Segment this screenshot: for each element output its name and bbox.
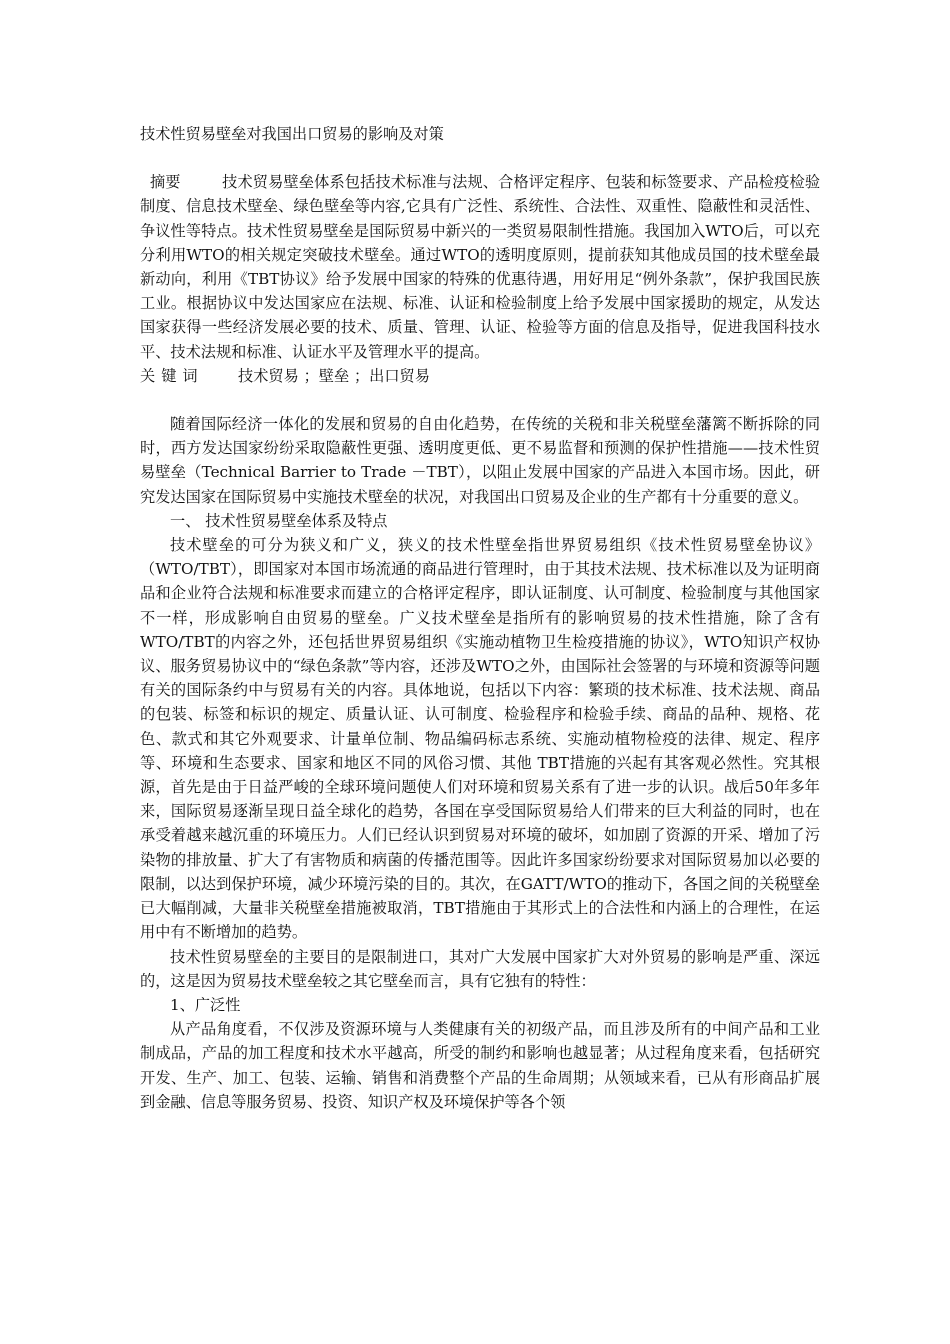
abstract-text: 技术贸易壁垒体系包括技术标准与法规、合格评定程序、包装和标签要求、产品检疫检验制度、信息技术壁垒、绿色壁垒等内容,它具有广泛性、系统性、合法性、双重性、隐蔽性和灵活性、争议性等特点。技术性贸易壁垒是国际贸易中新兴的一类贸易限制性措施。我国加入WTO后，可以充分利用WTO的相关规定突破技术壁垒。通过WTO的透明度原则，提前获知其他成员国的技术壁垒最新动向，利用《TBT协议》给予发展中国家的特殊的优惠待遇，用好用足“例外条款”，保护我国民族工业。根据协议中发达国家应在法规、标准、认证和检验制度上给予发展中国家援助的规定，从发达国家获得一些经济发展必要的技术、质量、管理、认证、检验等方面的信息及指导，促进我国科技水平、技术法规和标准、认证水平及管理水平的提高。 xyxy=(140,173,820,361)
section-1-paragraph: 技术壁垒的可分为狭义和广义，狭义的技术性壁垒指世界贸易组织《技术性贸易壁垒协议》（WTO/TBT），即国家对本国市场流通的商品进行管理时，由于其技术法规、技术标准以及为证明商品和企业符合法规和标准要求而建立的合格评定程序，即认证制度、认可制度、检验制度与其他国家不一样，形成影响自由贸易的壁垒。广义技术壁垒是指所有的影响贸易的技术性措施，除了含有WTO/TBT的内容之外，还包括世界贸易组织《实施动植物卫生检疫措施的协议》，WTO知识产权协议、服务贸易协议中的“绿色条款”等内容，还涉及WTO之外，由国际社会签署的与环境和资源等问题有关的国际条约中与贸易有关的内容。具体地说，包括以下内容：繁琐的技术标准、技术法规、商品的包装、标签和标识的规定、质量认证、认可制度、检验程序和检验手续、商品的品种、规格、花色、款式和其它外观要求、计量单位制、物品编码标志系统、实施动植物检疫的法律、规定、程序等、环境和生态要求、国家和地区不同的风俗习惯、其他 TBT措施的兴起有其客观必然性。究其根源，首先是由于日益严峻的全球环境问题使人们对环境和贸易关系有了进一步的认识。战后50年多年来，国际贸易逐渐呈现日益全球化的趋势，各国在享受国际贸易给人们带来的巨大利益的同时，也在承受着越来越沉重的环境压力。人们已经认识到贸易对环境的破坏，如加剧了资源的开采、增加了污染物的排放量、扩大了有害物质和病菌的传播范围等。因此许多国家纷纷要求对国际贸易加以必要的限制，以达到保护环境，减少环境污染的目的。其次，在GATT/WTO的推动下，各国之间的关税壁垒已大幅削减，大量非关税壁垒措施被取消，TBT措施由于其形式上的合法性和内涵上的合理性，在运用中有不断增加的趋势。 xyxy=(140,536,820,942)
purpose-paragraph: 技术性贸易壁垒的主要目的是限制进口，其对广大发展中国家扩大对外贸易的影响是严重、深远的，这是因为贸易技术壁垒较之其它壁垒而言，具有它独有的特性： xyxy=(140,947,820,990)
keywords-label: 关键词 xyxy=(140,366,204,385)
section-1-heading: 一、 技术性贸易壁垒体系及特点 xyxy=(170,511,388,530)
document-page xyxy=(140,122,820,1114)
abstract-paragraph xyxy=(140,170,820,364)
broadness-paragraph: 从产品角度看，不仅涉及资源环境与人类健康有关的初级产品，而且涉及所有的中间产品和工业制成品，产品的加工程度和技术水平越高，所受的制约和影响也越显著；从过程角度来看，包括研究开发、生产、加工、包装、运输、销售和消费整个产品的生命周期；从领域来看，已从有形商品扩展到金融、信息等服务贸易、投资、知识产权及环境保护等各个领 xyxy=(140,1020,820,1111)
abstract-label: 摘要 xyxy=(150,173,181,192)
intro-paragraph: 随着国际经济一体化的发展和贸易的自由化趋势，在传统的关税和非关税壁垒藩篱不断拆除的同时，西方发达国家纷纷采取隐蔽性更强、透明度更低、更不易监督和预测的保护性措施——技术性贸易壁垒（Technical Barrier to Trade －TBT），以阻止发展中国家的产品进入本国市场。因此，研究发达国家在国际贸易中实施技术壁垒的状况，对我国出口贸易及企业的生产都有十分重要的意义。 xyxy=(140,415,820,506)
blank-line xyxy=(140,388,820,412)
keywords-text: 技术贸易 ；壁垒 ；出口贸易 xyxy=(238,366,430,385)
document-title: 技术性贸易壁垒对我国出口贸易的影响及对策 xyxy=(140,125,444,143)
subsection-1-heading: 1、广泛性 xyxy=(170,995,241,1014)
keywords-paragraph xyxy=(140,364,820,388)
